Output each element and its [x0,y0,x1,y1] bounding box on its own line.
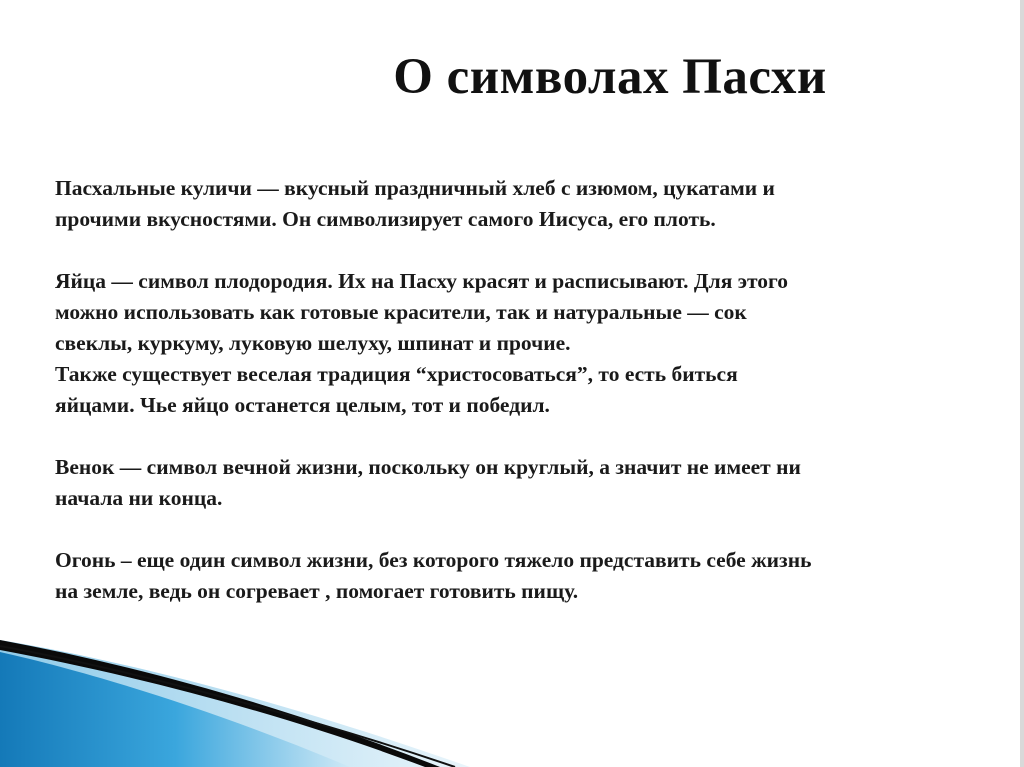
slide-title: О символах Пасхи [393,49,827,105]
paragraph-kulich [55,173,995,235]
slide-body [55,173,995,607]
text-line: Пасхальные куличи — вкусный праздничный хлеб с изюмом, цукатами и [55,176,775,200]
text-line: на земле, ведь он согревает , помогает готовить пищу. [55,579,579,603]
text-line: Венок — символ вечной жизни, поскольку он круглый, а значит не имеет ни [55,455,801,479]
text-line: Также существует веселая традиция “христосоваться”, то есть биться [55,362,738,386]
paragraph-fire [55,545,995,607]
text-line: прочими вкусностями. Он символизирует самого Иисуса, его плоть. [55,207,716,231]
paragraph-eggs [55,266,995,421]
text-line: начала ни конца. [55,486,223,510]
text-line: свеклы, куркуму, луковую шелуху, шпинат и прочие. [55,331,571,355]
text-line: Огонь – еще один символ жизни, без которого тяжело представить себе жизнь [55,548,812,572]
text-line: яйцами. Чье яйцо останется целым, тот и победил. [55,393,550,417]
text-line: Яйца — символ плодородия. Их на Пасху красят и расписывают. Для этого [55,269,789,293]
wave-blue-band [0,652,350,767]
text-line: можно использовать как готовые красители, так и натуральные — сок [55,300,747,324]
paragraph-wreath [55,452,995,514]
